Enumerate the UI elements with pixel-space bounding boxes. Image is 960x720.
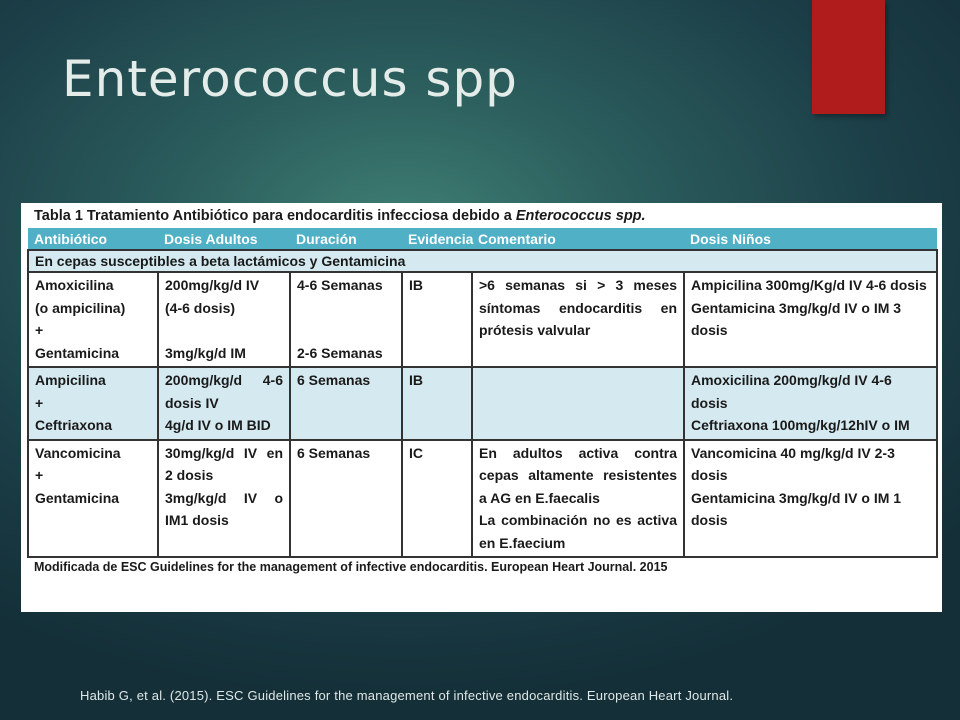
cell-comment — [472, 367, 684, 440]
comment-line: La combinación no es activa en E.faecium — [479, 512, 677, 551]
antibiotic-line: Ampicilina — [35, 372, 106, 388]
cell-child-dose — [684, 440, 937, 558]
cell-evidence: IB — [402, 367, 472, 440]
duration-line — [297, 319, 395, 342]
header-antibiotic: Antibiótico — [28, 228, 158, 250]
table-image — [21, 203, 942, 612]
child-dose-line: Gentamicina 3mg/kg/d IV o IM 3 dosis — [691, 299, 902, 338]
slide-title: Enterococcus spp — [62, 50, 518, 108]
caption-organism: Enterococcus spp. — [515, 208, 646, 224]
caption-text: Tabla 1 Tratamiento Antibiótico para endocarditis infecciosa debido a — [34, 208, 516, 224]
cell-child-dose — [684, 367, 937, 440]
duration-line: 2-6 Semanas — [297, 344, 383, 361]
table-row — [28, 272, 937, 367]
cell-adult-dose — [158, 367, 290, 440]
cell-duration — [290, 367, 402, 440]
duration-line: 4-6 Semanas — [297, 277, 383, 293]
cell-child-dose — [684, 272, 937, 367]
dose-line: 3mg/kg/d IM — [165, 344, 246, 361]
citation: Habib G, et al. (2015). ESC Guidelines for the management of infective endocarditis. European Heart Journal. — [80, 688, 734, 703]
cell-adult-dose — [158, 440, 290, 558]
header-comment: Comentario — [472, 228, 684, 250]
antibiotic-line: Ceftriaxona — [35, 417, 113, 433]
dose-line — [165, 319, 283, 342]
child-dose-line: Ampicilina 300mg/Kg/d IV 4-6 dosis — [691, 277, 927, 293]
cell-adult-dose — [158, 272, 290, 367]
cell-comment: >6 semanas si > 3 meses síntomas endocarditis en prótesis valvular — [472, 272, 684, 367]
duration-line — [297, 297, 395, 320]
table-header-row — [28, 228, 937, 250]
cell-antibiotic — [28, 367, 158, 440]
cell-comment — [472, 440, 684, 558]
cell-antibiotic — [28, 440, 158, 558]
dose-line: 30mg/kg/d IV en 2 dosis — [165, 444, 283, 483]
header-evidence: Evidencia — [402, 228, 472, 250]
antibiotic-line: Gentamicina — [35, 489, 120, 506]
antibiotic-line: (o ampicilina) — [35, 299, 126, 316]
child-dose-line: Ceftriaxona 100mg/kg/12hIV o IM — [691, 417, 910, 433]
cell-antibiotic — [28, 272, 158, 367]
table-row — [28, 367, 937, 440]
header-duration: Duración — [290, 228, 402, 250]
cell-evidence: IC — [402, 440, 472, 558]
treatment-table — [27, 228, 938, 558]
antibiotic-line: + — [35, 394, 44, 411]
dose-line: 200mg/kg/d 4-6 dosis IV — [165, 372, 283, 411]
comment-line: En adultos activa contra cepas altamente resistentes a AG en E.faecalis — [479, 444, 677, 506]
dose-line: (4-6 dosis) — [165, 299, 236, 316]
red-accent-tab — [812, 0, 885, 114]
antibiotic-line: Vancomicina — [35, 444, 121, 461]
duration-line: 6 Semanas — [297, 444, 371, 461]
table-caption — [27, 206, 942, 228]
header-adult-dose: Dosis Adultos — [158, 228, 290, 250]
antibiotic-line: Gentamicina — [35, 344, 120, 361]
cell-duration — [290, 440, 402, 558]
dose-line: 200mg/kg/d IV — [165, 277, 260, 293]
antibiotic-line: + — [35, 467, 44, 483]
dose-line: 4g/d IV o IM BID — [165, 417, 271, 433]
antibiotic-line: + — [35, 322, 44, 338]
section-label: En cepas susceptibles a beta lactámicos y Gentamicina — [28, 250, 937, 272]
dose-line: 3mg/kg/d IV o IM1 dosis — [165, 489, 283, 528]
cell-duration — [290, 272, 402, 367]
child-dose-line: Amoxicilina 200mg/kg/d IV 4-6 dosis — [691, 372, 892, 411]
header-child-dose: Dosis Niños — [684, 228, 937, 250]
child-dose-line: Vancomicina 40 mg/kg/d IV 2-3 dosis — [691, 444, 895, 483]
child-dose-line: Gentamicina 3mg/kg/d IV o IM 1 dosis — [691, 489, 902, 528]
section-row — [28, 250, 937, 272]
table-footnote: Modificada de ESC Guidelines for the management of infective endocarditis. European Heart Journal. 2015 — [34, 560, 668, 574]
cell-evidence: IB — [402, 272, 472, 367]
antibiotic-line: Amoxicilina — [35, 277, 114, 293]
table-row — [28, 440, 937, 558]
duration-line: 6 Semanas — [297, 372, 371, 388]
